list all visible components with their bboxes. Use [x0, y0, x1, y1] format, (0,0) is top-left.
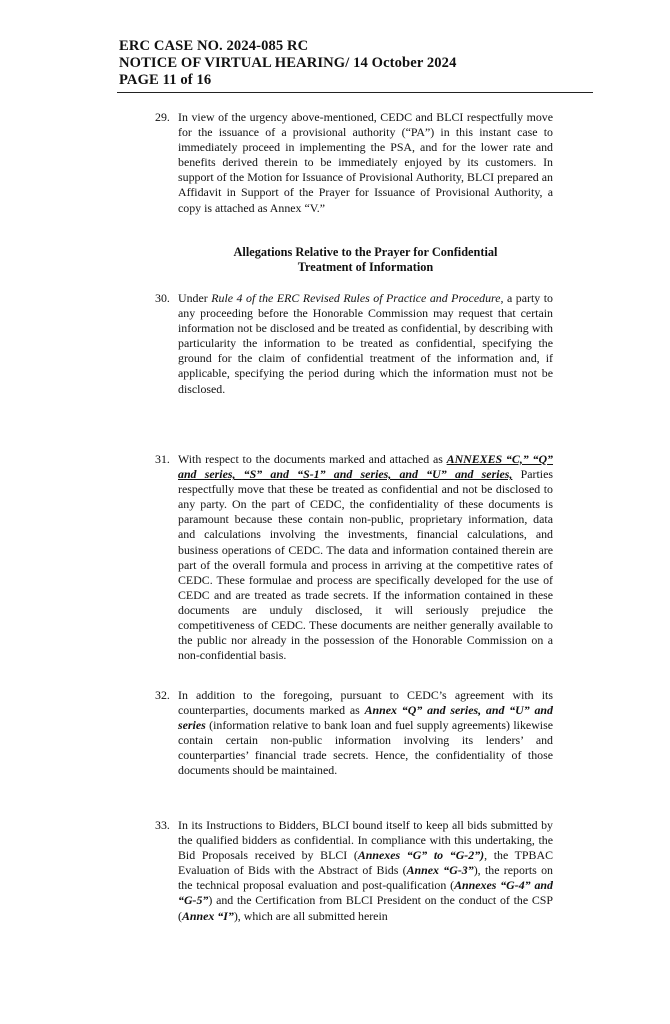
- annex-reference: ANNEXES “C,” “Q” and series, “S” and “S-1” and series, and “U” and series,: [178, 452, 553, 482]
- text-run: With respect to the documents marked and attached as: [178, 452, 447, 466]
- annex-reference: Annexes “G-4” and “G-5”: [178, 878, 553, 908]
- annex-reference: Annex “G-3”: [406, 863, 474, 878]
- text-run: ) and the Certification from BLCI President on the conduct of the CSP (: [178, 893, 553, 923]
- section-heading: [178, 245, 553, 276]
- heading-line: Treatment of Information: [297, 260, 434, 275]
- paragraph-number: 33.: [155, 818, 170, 832]
- paragraph-number: 30.: [155, 291, 170, 305]
- text-run: ), the reports on the technical proposal evaluation and post-qualification (: [178, 863, 553, 893]
- page-header: [119, 38, 456, 89]
- annex-reference: Annexes “G” to “G-2”): [357, 848, 485, 863]
- text-run: (information relative to bank loan and fuel supply agreements) likewise contain certain non-public information involving its lenders’ and counterparties’ financial trade secrets. Hence, the confidentiality of those documents should be maintained.: [178, 718, 553, 778]
- paragraph-30: [155, 291, 553, 397]
- notice-title: NOTICE OF VIRTUAL HEARING/ 14 October 2024: [119, 55, 457, 71]
- paragraph-text: [178, 291, 553, 397]
- paragraph-29: [155, 110, 553, 216]
- paragraph-text: [178, 110, 553, 216]
- text-run: a party to any proceeding before the Honorable Commission may request that certain information not be disclosed and be treated as confidential, by describing with particularity the information to be treated as confidential, specifying the ground for the claim of confidential treatment of the information and, if applicable, specifying the period during which the information must not be disclosed.: [178, 291, 553, 396]
- text-run: In view of the urgency above-mentioned, CEDC and BLCI respectfully move for the issuance of a provisional authority (“PA”) in this instant case to immediately proceed in implementing the PSA, and for the lower rate and benefits derived therein to be immediately enjoyed by its customers. In support of the Motion for Issuance of Provisional Authority, BLCI prepared an Affidavit in Support of the Prayer for Issuance of Provisional Authority, a copy is attached as Annex “V.”: [178, 110, 553, 215]
- case-number: ERC CASE NO. 2024-085 RC: [119, 38, 309, 54]
- text-run: Under: [178, 291, 212, 305]
- text-run: In its Instructions to Bidders, BLCI bound itself to keep all bids submitted by the qualified bidders as confidential. In compliance with this undertaking, the Bid Proposals received by BLCI (: [178, 818, 553, 863]
- heading-line: Allegations Relative to the Prayer for Confidential: [233, 245, 498, 259]
- text-run: ), which are all submitted herein: [233, 908, 388, 923]
- annex-reference: Annex “Q” and series, and “U” and series: [178, 703, 553, 733]
- page-number: PAGE 11 of 16: [119, 72, 212, 88]
- rule-citation: Rule 4 of the ERC Revised Rules of Practice and Procedure,: [211, 291, 504, 305]
- header-divider: [117, 92, 593, 93]
- paragraph-number: 32.: [155, 688, 170, 702]
- paragraph-number: 29.: [155, 110, 170, 124]
- paragraph-32: [155, 688, 553, 779]
- paragraph-text: [178, 818, 553, 924]
- paragraph-31: [155, 452, 553, 663]
- paragraph-text: [178, 452, 553, 663]
- text-run: In addition to the foregoing, pursuant to CEDC’s agreement with its counterparties, documents marked as: [178, 688, 553, 718]
- paragraph-number: 31.: [155, 452, 170, 466]
- text-run: , the TPBAC Evaluation of Bids with the Abstract of Bids (: [178, 848, 553, 878]
- annex-reference: Annex “I”: [181, 908, 234, 923]
- paragraph-text: [178, 688, 553, 779]
- text-run: Parties respectfully move that these be treated as confidential and not be disclosed to any party. On the part of CEDC, the confidentiality of these documents is paramount because these contain non-public, proprietary information, data and calculations involving the investments, financial calculations, and business operations of CEDC. The data and information contained therein are part of the overall formula and process in arriving at the competitive rates of CEDC. These formulae and process are specifically developed for the use of CEDC and are treated as trade secrets. If the information contained in these documents are unduly disclosed, it will seriously prejudice the competitiveness of CEDC. These documents are neither generally available to the public nor already in the possession of the Honorable Commission on a non-confidential basis.: [178, 467, 553, 663]
- paragraph-33: [155, 818, 553, 924]
